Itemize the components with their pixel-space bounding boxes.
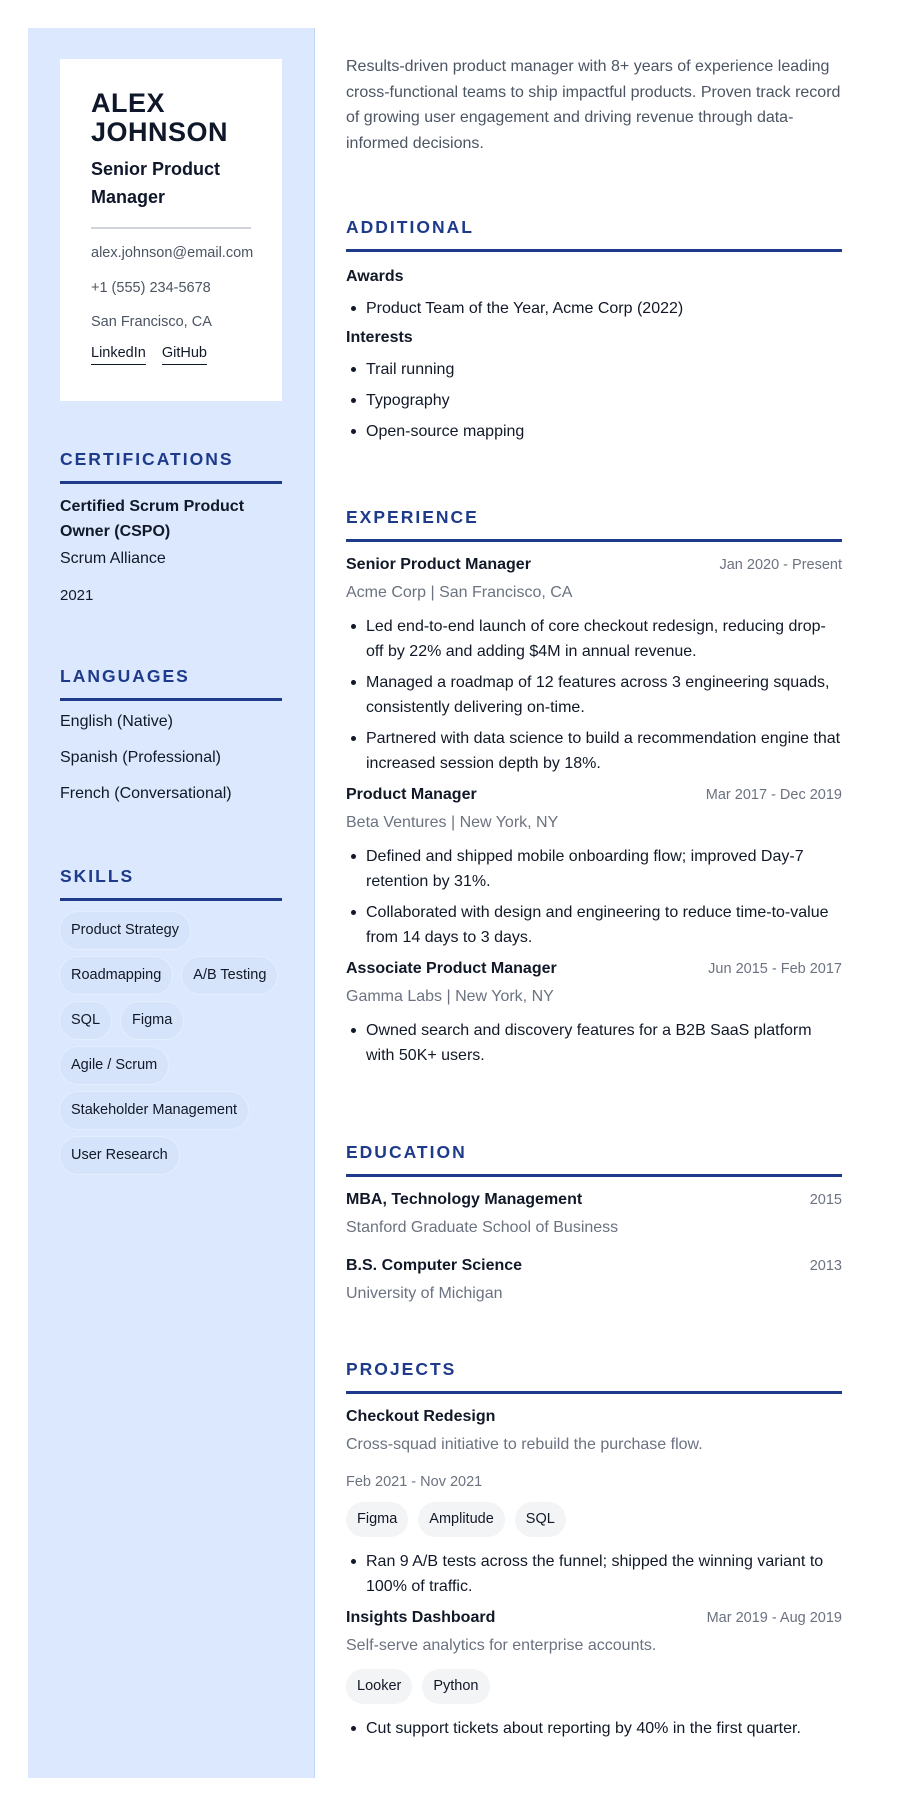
school-name: Stanford Graduate School of Business xyxy=(346,1219,619,1236)
skill-chip: Roadmapping xyxy=(60,957,172,994)
skill-chip: A/B Testing xyxy=(182,957,277,994)
role-title: Associate Product Manager xyxy=(346,960,557,977)
project-name: Checkout Redesign xyxy=(346,1408,496,1425)
skill-chip: Stakeholder Management xyxy=(60,1092,248,1129)
section-heading: EXPERIENCE xyxy=(346,507,479,527)
sidebar xyxy=(28,28,315,1778)
section-heading: PROJECTS xyxy=(346,1359,457,1379)
degree-title: B.S. Computer Science xyxy=(346,1257,523,1274)
tag-list xyxy=(346,1669,842,1704)
list-item: Typography xyxy=(346,388,842,413)
skill-chip: Product Strategy xyxy=(60,912,190,949)
list-item: Open-source mapping xyxy=(346,419,842,444)
language-item: English (Native) xyxy=(60,713,173,730)
github-link[interactable]: GitHub xyxy=(162,344,207,365)
date-range: Jan 2020 - Present xyxy=(719,557,842,573)
grad-year: 2015 xyxy=(809,1192,842,1208)
list-item: Owned search and discovery features for a B2B SaaS platform with 50K+ users. xyxy=(346,1018,842,1068)
section-rule xyxy=(346,1391,842,1394)
cert-issuer: Scrum Alliance xyxy=(60,550,166,567)
language-item: Spanish (Professional) xyxy=(60,749,221,766)
profile-links xyxy=(91,344,251,365)
section-rule xyxy=(60,698,282,701)
list-item: Trail running xyxy=(346,357,842,382)
summary-text: Results-driven product manager with 8+ years of experience leading cross-functional teams to ship impactful products. Proven track record of growing user engagement and driving revenue through data-informed decisions. xyxy=(346,58,841,152)
role-title: Product Manager xyxy=(346,786,477,803)
list-item: Cut support tickets about reporting by 40% in the first quarter. xyxy=(346,1716,842,1741)
company-location: Beta Ventures | New York, NY xyxy=(346,814,559,831)
awards-list xyxy=(346,296,842,321)
job-title: Senior Product Manager xyxy=(91,159,221,207)
section-rule xyxy=(346,1174,842,1177)
grad-year: 2013 xyxy=(809,1258,842,1274)
interests-list xyxy=(346,357,842,444)
divider xyxy=(91,227,251,229)
project-name: Insights Dashboard xyxy=(346,1609,496,1626)
certifications-section xyxy=(60,448,282,606)
list-item: Defined and shipped mobile onboarding flow; improved Day-7 retention by 31%. xyxy=(346,844,842,894)
date-range: Feb 2021 - Nov 2021 xyxy=(346,1474,483,1490)
interests-label: Interests xyxy=(346,329,413,346)
language-item: French (Conversational) xyxy=(60,785,232,802)
projects-section xyxy=(346,1358,842,1747)
list-item: Collaborated with design and engineering to reduce time-to-value from 14 days to 3 days. xyxy=(346,900,842,950)
tag-list xyxy=(346,1502,842,1537)
date-range: Jun 2015 - Feb 2017 xyxy=(708,961,842,977)
section-heading: LANGUAGES xyxy=(60,666,190,686)
list-item: Led end-to-end launch of core checkout redesign, reducing drop-off by 22% and adding $4M in annual revenue. xyxy=(346,614,842,664)
tech-tag: Figma xyxy=(346,1502,408,1537)
tech-tag: Amplitude xyxy=(418,1502,504,1537)
list-item: Managed a roadmap of 12 features across 3 engineering squads, consistently delivering on-time. xyxy=(346,670,842,720)
education-section xyxy=(346,1141,842,1305)
location-text: San Francisco, CA xyxy=(91,314,212,330)
education-entry xyxy=(346,1255,842,1305)
section-heading: EDUCATION xyxy=(346,1142,467,1162)
experience-entry xyxy=(346,554,842,776)
section-heading: ADDITIONAL xyxy=(346,217,474,237)
project-description: Self-serve analytics for enterprise accounts. xyxy=(346,1637,657,1654)
date-range: Mar 2017 - Dec 2019 xyxy=(705,787,842,803)
tech-tag: Python xyxy=(422,1669,489,1704)
email-text: alex.johnson@email.com xyxy=(91,245,254,261)
degree-title: MBA, Technology Management xyxy=(346,1191,583,1208)
experience-section xyxy=(346,506,842,1074)
project-entry xyxy=(346,1607,842,1741)
company-location: Acme Corp | San Francisco, CA xyxy=(346,584,573,601)
list-item: Ran 9 A/B tests across the funnel; shipped the winning variant to 100% of traffic. xyxy=(346,1549,842,1599)
languages-section xyxy=(60,665,282,805)
project-entry xyxy=(346,1406,842,1599)
school-name: University of Michigan xyxy=(346,1285,503,1302)
person-name: ALEX JOHNSON xyxy=(91,88,229,147)
identity-card xyxy=(60,59,282,401)
phone-text: +1 (555) 234-5678 xyxy=(91,279,211,296)
skill-chip: Figma xyxy=(121,1002,183,1039)
role-title: Senior Product Manager xyxy=(346,556,531,573)
section-heading: CERTIFICATIONS xyxy=(60,449,234,469)
project-description: Cross-squad initiative to rebuild the purchase flow. xyxy=(346,1436,703,1453)
awards-label: Awards xyxy=(346,268,404,285)
experience-entry xyxy=(346,958,842,1068)
cert-name: Certified Scrum Product Owner (CSPO) xyxy=(60,498,245,540)
section-heading: SKILLS xyxy=(60,866,135,886)
tech-tag: Looker xyxy=(346,1669,412,1704)
list-item: Product Team of the Year, Acme Corp (2022) xyxy=(346,296,842,321)
date-range: Mar 2019 - Aug 2019 xyxy=(706,1610,842,1626)
section-rule xyxy=(60,481,282,484)
skills-list xyxy=(60,912,282,1174)
section-rule xyxy=(346,539,842,542)
section-rule xyxy=(60,898,282,901)
section-rule xyxy=(346,249,842,252)
skill-chip: Agile / Scrum xyxy=(60,1047,168,1084)
cert-year: 2021 xyxy=(60,587,94,604)
additional-section xyxy=(346,216,842,450)
skills-section xyxy=(60,865,282,1174)
education-entry xyxy=(346,1189,842,1239)
tech-tag: SQL xyxy=(515,1502,566,1537)
resume-page xyxy=(28,28,872,1778)
skill-chip: User Research xyxy=(60,1137,179,1174)
linkedin-link[interactable]: LinkedIn xyxy=(91,344,146,365)
experience-entry xyxy=(346,784,842,950)
skill-chip: SQL xyxy=(60,1002,111,1039)
company-location: Gamma Labs | New York, NY xyxy=(346,988,554,1005)
list-item: Partnered with data science to build a recommendation engine that increased session depth by 18%. xyxy=(346,726,842,776)
